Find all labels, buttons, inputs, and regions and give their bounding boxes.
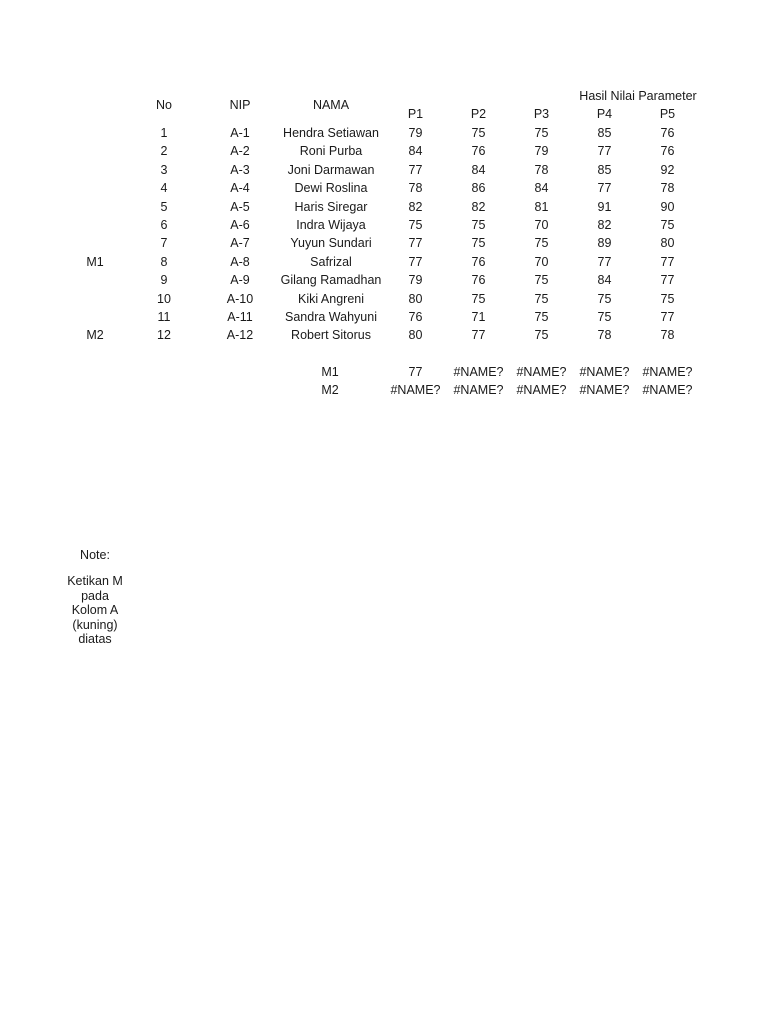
summary-p1: #NAME? bbox=[390, 383, 441, 398]
cell-nip: A-6 bbox=[230, 218, 250, 232]
cell-p1: 82 bbox=[408, 199, 423, 214]
header-param-2: P2 bbox=[470, 107, 487, 121]
summary-p3: #NAME? bbox=[516, 365, 567, 379]
cell-no: 10 bbox=[157, 291, 171, 306]
cell-p4: 77 bbox=[597, 144, 612, 159]
cell-p3: 78 bbox=[534, 162, 549, 177]
row-marker bbox=[60, 234, 130, 252]
note-text bbox=[55, 574, 135, 647]
cell-p2: 75 bbox=[471, 126, 486, 140]
row-marker: M2 bbox=[86, 328, 104, 343]
cell-p3: 79 bbox=[534, 144, 549, 159]
cell-p2: 76 bbox=[471, 273, 486, 288]
note-line: Ketikan M bbox=[67, 574, 123, 588]
summary-label: M1 bbox=[321, 365, 339, 379]
cell-p4: 85 bbox=[597, 162, 612, 177]
summary-p2: #NAME? bbox=[453, 383, 504, 398]
cell-p5: 78 bbox=[660, 181, 675, 196]
cell-p5: 76 bbox=[660, 144, 675, 159]
row-marker bbox=[60, 290, 130, 308]
cell-no: 3 bbox=[160, 162, 168, 177]
summary-p4: #NAME? bbox=[579, 365, 630, 379]
cell-nip: A-5 bbox=[230, 199, 250, 214]
cell-p4: 75 bbox=[597, 291, 612, 306]
cell-p4: 91 bbox=[597, 199, 612, 214]
cell-p2: 75 bbox=[471, 236, 486, 251]
cell-no: 1 bbox=[160, 126, 168, 140]
cell-p1: 80 bbox=[408, 291, 423, 306]
note-line: Kolom A bbox=[71, 603, 119, 617]
cell-p3: 75 bbox=[534, 273, 549, 288]
cell-p2: 86 bbox=[471, 181, 486, 196]
summary-p4: #NAME? bbox=[579, 383, 630, 398]
cell-p1: 84 bbox=[408, 144, 423, 159]
cell-nama: Gilang Ramadhan bbox=[280, 273, 382, 288]
cell-p2: 75 bbox=[471, 291, 486, 306]
summary-label: M2 bbox=[321, 383, 339, 398]
cell-no: 12 bbox=[157, 328, 171, 343]
row-marker: M1 bbox=[86, 254, 104, 269]
header-no: No bbox=[156, 98, 172, 112]
summary-p1: 77 bbox=[408, 365, 423, 379]
cell-p4: 77 bbox=[597, 254, 612, 269]
row-marker bbox=[60, 308, 130, 326]
cell-no: 4 bbox=[160, 181, 168, 196]
cell-nip: A-1 bbox=[230, 126, 250, 140]
note-title: Note: bbox=[80, 548, 110, 562]
header-param-4: P4 bbox=[596, 107, 613, 121]
cell-p5: 90 bbox=[660, 199, 675, 214]
cell-p1: 77 bbox=[408, 236, 423, 251]
cell-p5: 77 bbox=[660, 310, 675, 324]
cell-nip: A-2 bbox=[230, 144, 250, 159]
cell-no: 8 bbox=[160, 254, 168, 269]
cell-p5: 77 bbox=[660, 254, 675, 269]
cell-p3: 84 bbox=[534, 181, 549, 196]
cell-nama: Kiki Angreni bbox=[297, 291, 364, 306]
cell-p5: 75 bbox=[660, 218, 675, 232]
cell-p5: 80 bbox=[660, 236, 675, 251]
cell-nama: Yuyun Sundari bbox=[290, 236, 372, 251]
cell-p2: 76 bbox=[471, 254, 486, 269]
cell-p4: 85 bbox=[597, 126, 612, 140]
cell-p1: 77 bbox=[408, 254, 423, 269]
cell-nip: A-12 bbox=[226, 328, 254, 343]
note-line: pada bbox=[81, 588, 109, 603]
cell-no: 5 bbox=[160, 199, 168, 214]
cell-p4: 75 bbox=[597, 310, 612, 324]
cell-p3: 81 bbox=[534, 199, 549, 214]
row-marker bbox=[60, 161, 130, 179]
cell-no: 7 bbox=[160, 236, 168, 251]
cell-nip: A-7 bbox=[230, 236, 250, 251]
cell-p2: 76 bbox=[471, 144, 486, 159]
cell-p4: 78 bbox=[597, 328, 612, 343]
header-param-3: P3 bbox=[533, 107, 550, 121]
cell-nama: Joni Darmawan bbox=[287, 162, 375, 177]
cell-p2: 71 bbox=[471, 310, 486, 324]
cell-nama: Hendra Setiawan bbox=[283, 126, 379, 140]
summary-p3: #NAME? bbox=[516, 383, 567, 398]
row-marker bbox=[60, 216, 130, 234]
header-group-title: Hasil Nilai Parameter bbox=[579, 89, 697, 103]
row-marker bbox=[60, 198, 130, 216]
cell-p3: 75 bbox=[534, 126, 549, 140]
cell-p3: 70 bbox=[534, 218, 549, 232]
cell-no: 9 bbox=[160, 273, 168, 288]
cell-p4: 77 bbox=[597, 181, 612, 196]
cell-nama: Safrizal bbox=[310, 254, 352, 269]
header-param-5: P5 bbox=[659, 107, 676, 121]
cell-nip: A-10 bbox=[226, 291, 254, 306]
cell-p3: 75 bbox=[534, 236, 549, 251]
cell-p1: 79 bbox=[408, 126, 423, 140]
cell-p5: 77 bbox=[660, 273, 675, 288]
cell-p4: 82 bbox=[597, 218, 612, 232]
cell-p5: 78 bbox=[660, 328, 675, 343]
cell-p5: 75 bbox=[660, 291, 675, 306]
cell-nama: Roni Purba bbox=[299, 144, 363, 159]
cell-p3: 75 bbox=[534, 310, 549, 324]
note-line: (kuning) bbox=[72, 617, 118, 632]
cell-p5: 76 bbox=[660, 126, 675, 140]
cell-no: 6 bbox=[160, 218, 168, 232]
cell-p1: 80 bbox=[408, 328, 423, 343]
header-nama: NAMA bbox=[312, 98, 350, 112]
cell-nip: A-3 bbox=[230, 162, 250, 177]
cell-nip: A-11 bbox=[227, 310, 253, 324]
header-nip: NIP bbox=[229, 98, 251, 112]
cell-no: 11 bbox=[157, 310, 171, 324]
cell-p2: 82 bbox=[471, 199, 486, 214]
cell-p2: 84 bbox=[471, 162, 486, 177]
cell-p1: 75 bbox=[408, 218, 423, 232]
row-marker bbox=[60, 142, 130, 160]
cell-nama: Indra Wijaya bbox=[296, 218, 366, 232]
row-marker bbox=[60, 124, 130, 142]
cell-p2: 75 bbox=[471, 218, 486, 232]
cell-no: 2 bbox=[160, 144, 168, 159]
summary-p5: #NAME? bbox=[642, 383, 693, 398]
cell-p4: 89 bbox=[597, 236, 612, 251]
row-marker bbox=[60, 179, 130, 197]
cell-p1: 76 bbox=[408, 310, 423, 324]
cell-p1: 77 bbox=[408, 162, 423, 177]
cell-nama: Robert Sitorus bbox=[291, 328, 371, 343]
cell-nip: A-4 bbox=[230, 181, 250, 196]
summary-p5: #NAME? bbox=[642, 365, 693, 379]
cell-p1: 78 bbox=[408, 181, 423, 196]
cell-nama: Dewi Roslina bbox=[294, 181, 368, 196]
cell-p5: 92 bbox=[660, 162, 675, 177]
note-line: diatas bbox=[78, 632, 112, 646]
cell-p3: 75 bbox=[534, 291, 549, 306]
cell-nama: Sandra Wahyuni bbox=[285, 310, 377, 324]
cell-nip: A-8 bbox=[230, 254, 250, 269]
cell-p3: 75 bbox=[534, 328, 549, 343]
summary-p2: #NAME? bbox=[453, 365, 504, 379]
cell-nama: Haris Siregar bbox=[294, 199, 368, 214]
cell-p1: 79 bbox=[408, 273, 423, 288]
header-param-1: P1 bbox=[407, 107, 424, 121]
cell-p2: 77 bbox=[471, 328, 486, 343]
cell-p4: 84 bbox=[597, 273, 612, 288]
row-marker bbox=[60, 271, 130, 289]
cell-p3: 70 bbox=[534, 254, 549, 269]
cell-nip: A-9 bbox=[230, 273, 250, 288]
